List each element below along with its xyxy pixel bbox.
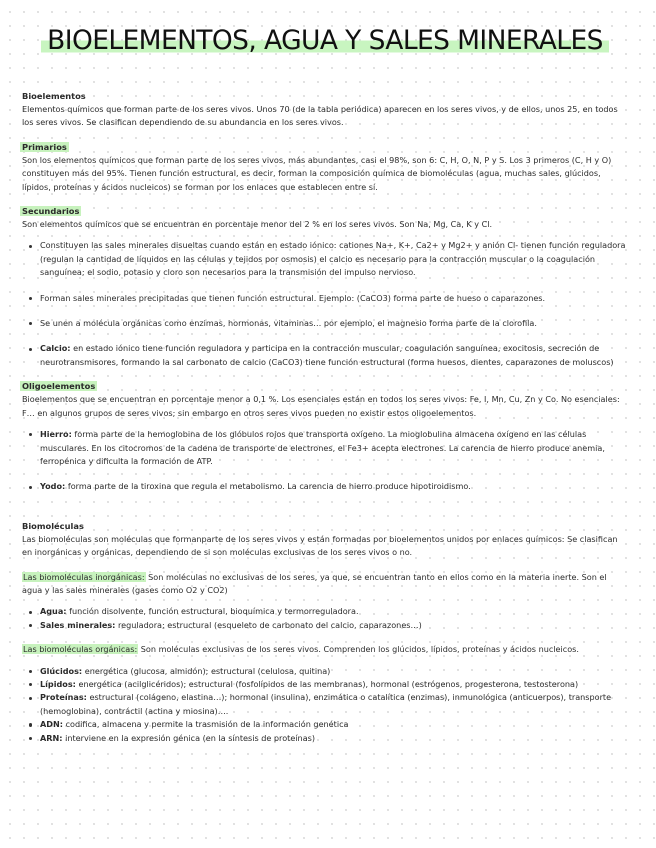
arn-label: ARN: xyxy=(40,732,63,743)
sales-text: reguladora; estructural (esqueleto de carbonato del calcio, caparazones…) xyxy=(115,619,422,630)
agua-text: función disolvente, función estructural, bioquímica y termorreguladora. xyxy=(66,606,359,617)
list-item xyxy=(40,718,628,731)
agua-label: Agua: xyxy=(40,606,67,617)
heading-biomoleculas: Biomoléculas xyxy=(22,520,84,531)
list-item: Forman sales minerales precipitadas que tienen función estructural. Ejemplo: (CaCO3) forma parte de hueso o caparazones. xyxy=(40,292,628,305)
list-item xyxy=(40,619,628,632)
heading-secundarios: Secundarios xyxy=(22,206,80,217)
inorganicas-paragraph xyxy=(22,571,628,598)
yodo-label: Yodo: xyxy=(40,481,66,492)
heading-primarios: Primarios xyxy=(22,141,67,152)
lipidos-label: Lípidos: xyxy=(40,678,76,689)
glucidos-label: Glúcidos: xyxy=(40,665,83,676)
organicas-text: Son moléculas exclusivas de los seres vivos. Comprenden los glúcidos, lípidos, proteínas y ácidos nucleicos. xyxy=(138,644,579,655)
biomoleculas-text: Las biomoléculas son moléculas que formanparte de los seres vivos y están formadas por bioelementos unidos por enlaces químicos: Se clasifican en inorgánicas y orgánicas, dependiendo de si son moléculas exclusivas de los seres vivos o no. xyxy=(22,533,618,558)
page-title: BIOELEMENTOS, AGUA Y SALES MINERALES xyxy=(41,26,609,56)
list-item xyxy=(40,605,628,618)
arn-text: interviene en la expresión génica (en la síntesis de proteínas) xyxy=(62,732,316,743)
list-item xyxy=(40,428,628,468)
primarios-text: Son los elementos químicos que forman parte de los seres vivos, más abundantes, casi el 98%, son 6: C, H, O, N, P y S. Los 3 primeros (C, H y O) constituyen más del 95%. Tienen función estructural, es decir, forman la composición química de biomoléculas (agua, muchas sales, glúcidos, lípidos, proteínas y ácidos nucleicos) se forman por los enlaces que establecen entre sí. xyxy=(22,154,612,192)
heading-bioelementos: Bioelementos xyxy=(22,91,86,101)
section-secundarios xyxy=(22,205,628,369)
bioelementos-text: Elementos químicos que forman parte de los seres vivos. Unos 70 (de la tabla periódica) aparecen en los seres vivos, y de ellos, unos 25, en todos los seres vivos. Se clasifican dependiendo de su abundancia en los seres vivos. xyxy=(22,104,618,128)
oligoelementos-text: Bioelementos que se encuentran en porcentaje menor a 0,1 %. Los esenciales están en todos los seres vivos: Fe, I, Mn, Cu, Zn y Co. No esenciales: F… en algunos grupos de seres vivos; sin embargo en otros seres vivos pueden no existir estos oligoelementos. xyxy=(22,394,620,418)
secundarios-text: Son elementos químicos que se encuentran en porcentaje menor del 2 % en los seres vivos. Son Na, Mg, Ca, K y Cl. xyxy=(22,219,493,230)
section-primarios xyxy=(22,141,628,194)
section-biomoleculas xyxy=(22,520,628,560)
oligoelementos-list xyxy=(22,428,628,494)
heading-inorganicas: Las biomoléculas inorgánicas: xyxy=(23,571,145,582)
proteinas-label: Proteínas: xyxy=(40,692,87,703)
list-item: Se unen a molécula orgánicas como enzimas, hormonas, vitaminas… por ejemplo, el magnesio forma parte de la clorofila. xyxy=(40,317,628,330)
lipidos-text: energética (acilglicéridos); estructural (fosfolípidos de las membranas), hormonal (estrógenos, progesterona, testosterona) xyxy=(75,678,579,689)
calcio-label: Calcio: xyxy=(40,343,71,354)
organicas-list xyxy=(22,665,628,745)
glucidos-text: energética (glucosa, almidón); estructural (celulosa, quitina) xyxy=(82,665,331,676)
organicas-paragraph xyxy=(22,643,628,656)
list-item: Constituyen las sales minerales disueltas cuando están en estado iónico: cationes Na+, K+, Ca2+ y Mg2+ y anión Cl- tienen función reguladora (regulan la cantidad de líquidos en las células y tejidos por osmosis) el calcio es necesario para la contracción muscular o la coagulación sanguínea; el sodio, potasio y cloro son necesarios para la transmisión del impulso nervioso. xyxy=(40,239,628,279)
section-oligoelementos xyxy=(22,380,628,493)
yodo-text: forma parte de la tiroxina que regula el metabolismo. La carencia de hierro produce hipotiroidismo. xyxy=(65,481,471,492)
hierro-text: forma parte de la hemoglobina de los glóbulos rojos que transporta oxígeno. La mioglobulina almacena oxígeno en las células musculares. En los citocromos de la cadena de transporte de electrones, el Fe3+ acepta electrones. La carencia de hierro produce anemia, ferropénica y dificulta la formación de ATP. xyxy=(40,429,605,466)
proteinas-text: estructural (colágeno, elastina…); hormonal (insulina), enzimática o catalítica (enzimas), inmunológica (anticuerpos), transporte (hemoglobina), contráctil (actina y miosina)…. xyxy=(40,692,612,716)
list-item xyxy=(40,665,628,678)
list-item xyxy=(40,342,628,369)
secundarios-list xyxy=(22,239,628,369)
heading-organicas: Las biomoléculas orgánicas: xyxy=(23,644,138,655)
hierro-label: Hierro: xyxy=(40,429,72,440)
section-bioelementos xyxy=(22,90,628,130)
inorganicas-text: Son moléculas no exclusivas de los seres, ya que, se encuentran tanto en ellos como en la materia inerte. Son el agua y las sales minerales (gases como O2 y CO2) xyxy=(22,571,607,595)
section-inorganicas xyxy=(22,571,628,633)
section-organicas xyxy=(22,643,628,745)
list-item xyxy=(40,691,628,718)
calcio-text: en estado iónico tiene función reguladora y participa en la contracción muscular, coagulación sanguínea, exocitosis, secreción de neurotransmisores, formando la sal carbonato de calcio (CaCO3) tiene función estructural (forma huesos, dientes, caparazones de moluscos) xyxy=(40,343,614,367)
adn-text: codifica, almacena y permite la trasmisión de la información genética xyxy=(63,719,349,730)
adn-label: ADN: xyxy=(40,719,63,730)
heading-oligoelementos: Oligoelementos xyxy=(22,381,96,392)
sales-label: Sales minerales: xyxy=(40,619,116,630)
inorganicas-list xyxy=(22,605,628,632)
list-item xyxy=(40,732,628,745)
list-item xyxy=(40,480,628,493)
title-area xyxy=(22,0,628,60)
list-item xyxy=(40,678,628,691)
